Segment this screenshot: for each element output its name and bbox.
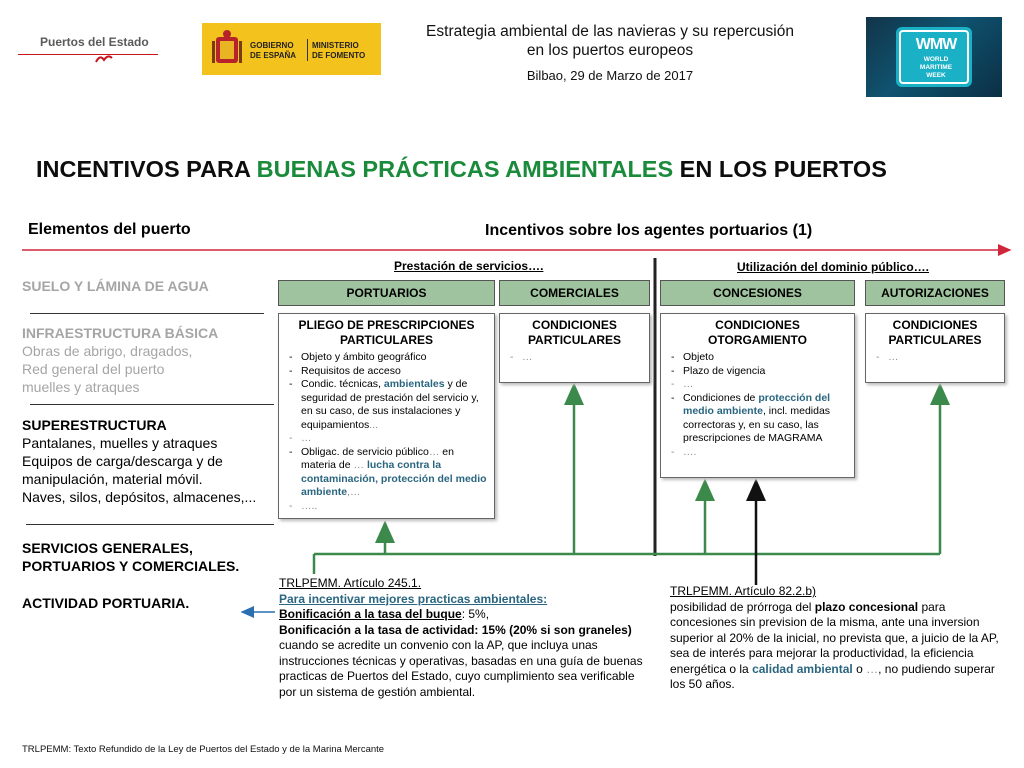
category-prestacion: Prestación de servicios…. — [394, 259, 544, 273]
header-title: Estrategia ambiental de las navieras y su repercusión en los puertos europeos — [426, 23, 794, 59]
box-comerciales: CONDICIONES PARTICULARES - … — [499, 313, 650, 383]
coat-of-arms-icon — [212, 29, 242, 69]
world-maritime-week-logo: WMW WORLD MARITIME WEEK — [866, 17, 1002, 97]
box-pliego: PLIEGO DE PRESCRIPCIONES PARTICULARES - Objeto y ámbito geográfico - Requisitos de acceso - Condic. técnicas, ambientales y de seguridad de prestación del servicio y, en su caso, de sus instalaciones y equipamientos... - … - Obligac. de servicio público… en materia de … lucha contra la contaminación, protección del medio ambiente,… - ….. — [278, 313, 495, 519]
header-concesiones: CONCESIONES — [660, 280, 855, 306]
superestructura-block: SUPERESTRUCTURA Pantalanes, muelles y atraques Equipos de carga/descarga y de manipulación, material móvil. Naves, silos, depósitos, almacenes,... — [22, 417, 257, 505]
servicios-block: SERVICIOS GENERALES, PORTUARIOS Y COMERCIALES. — [22, 540, 240, 574]
puertos-del-estado-logo: Puertos del Estado — [18, 30, 163, 70]
actividad-label: ACTIVIDAD PORTUARIA. — [22, 595, 190, 611]
page-title: INCENTIVOS PARA BUENAS PRÁCTICAS AMBIENTALES EN LOS PUERTOS — [36, 156, 887, 182]
infraestructura-block: INFRAESTRUCTURA BÁSICA Obras de abrigo, dragados, Red general del puerto muelles y atraques — [22, 325, 219, 395]
header-comerciales: COMERCIALES — [499, 280, 650, 306]
footer-note: TRLPEMM: Texto Refundido de la Ley de Puertos del Estado y de la Marina Mercante — [22, 744, 385, 755]
category-utilizacion: Utilización del dominio público…. — [737, 260, 929, 274]
wave-icon — [94, 52, 114, 64]
note-articulo-245: TRLPEMM. Artículo 245.1. Para incentivar mejores practicas ambientales: Bonificación a la tasa del buque: 5%, Bonificación a la tasa de actividad: 15% (20% si son graneles) cuando se acredite un convenio con la AP, que incluya unas instrucciones técnicas y operativas, basadas en una guía de buenas practicas de Puertos del Estado, cuyo cumplimiento sea verificable por un sistema de gestión ambiental. — [279, 576, 643, 699]
note-articulo-82: TRLPEMM. Artículo 82.2.b) posibilidad de prórroga del plazo concesional para concesiones sin prevision de la misma, ante una inversion superior al 20% de la inicial, no prevista que, a juicio de la AP, sea de interés para mejorar la productividad, la eficiencia energética o la calidad ambiental o …, no pudiendo superar los 50 años. — [670, 584, 999, 691]
header-date: Bilbao, 29 de Marzo de 2017 — [526, 68, 694, 83]
suelo-label: SUELO Y LÁMINA DE AGUA — [22, 278, 209, 294]
box-autorizaciones: CONDICIONES PARTICULARES - … — [865, 313, 1005, 383]
header-autorizaciones: AUTORIZACIONES — [865, 280, 1005, 306]
section-right-title: Incentivos sobre los agentes portuarios (1) — [485, 222, 813, 239]
header-portuarios: PORTUARIOS — [278, 280, 495, 306]
gobierno-logo: GOBIERNO DE ESPAÑA MINISTERIO DE FOMENTO — [202, 23, 381, 75]
section-left-title: Elementos del puerto — [28, 221, 191, 238]
box-concesiones: CONDICIONES OTORGAMIENTO - Objeto - Plazo de vigencia - … - Condiciones de protección del medio ambiente, incl. medidas correctoras y, en su caso, las prescripciones de MAGRAMA - …. — [660, 313, 855, 478]
